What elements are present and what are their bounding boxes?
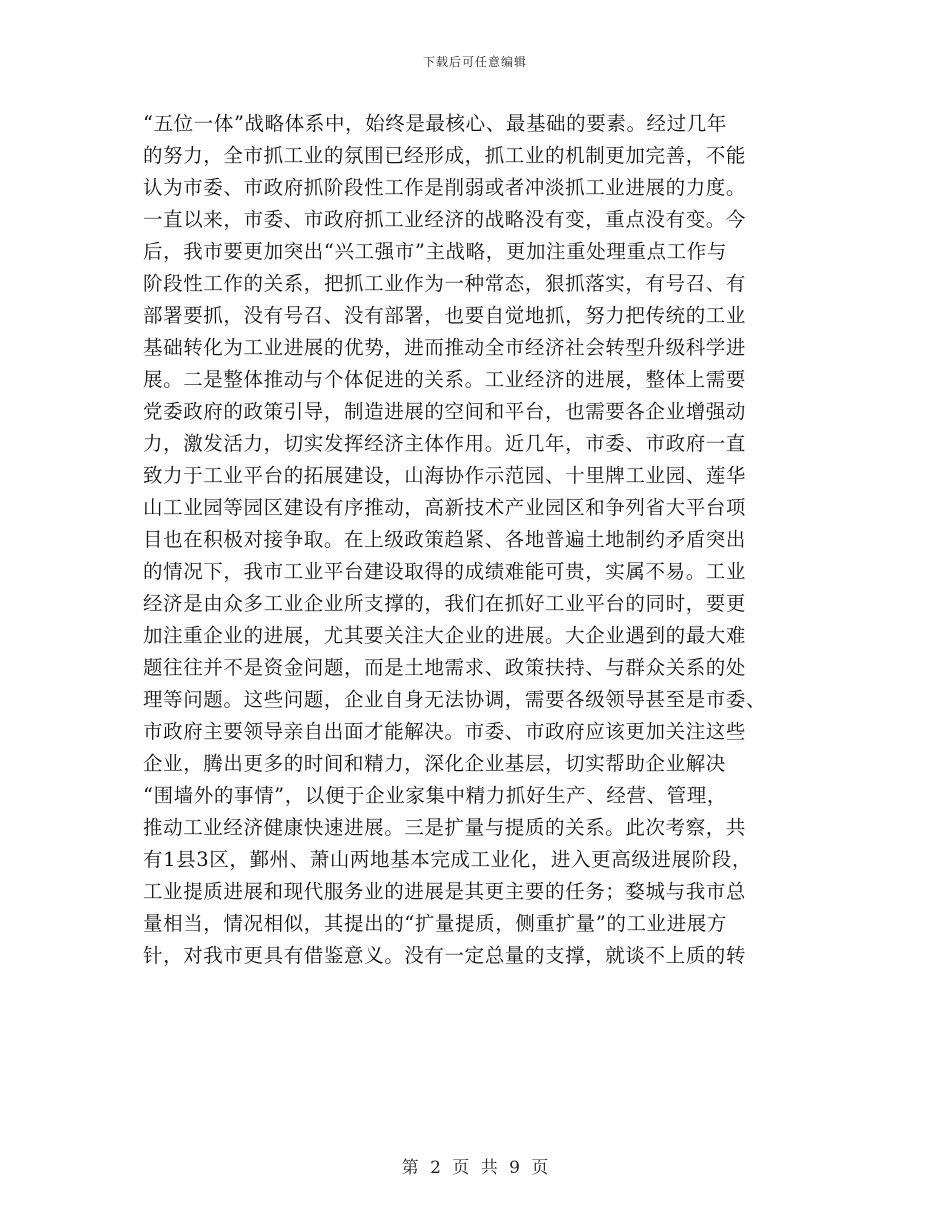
- text-line: 展。二是整体推动与个体促进的关系。工业经济的进展，整体上需要: [143, 368, 747, 391]
- text-line: 山工业园等园区建设有序推动，高新技术产业园区和争列省大平台项: [143, 496, 747, 519]
- text-line: 目也在积极对接争取。在上级政策趋紧、各地普遍土地制约矛盾突出: [143, 528, 747, 551]
- text-line: 党委政府的政策引导，制造进展的空间和平台，也需要各企业增强动: [143, 400, 747, 423]
- text-line: 企业，腾出更多的时间和精力，深化企业基层，切实帮助企业解决: [143, 752, 726, 775]
- text-line: “围墙外的事情”，以便于企业家集中精力抓好生产、经营、管理，: [143, 784, 727, 807]
- document-body: [143, 108, 805, 972]
- text-line: 阶段性工作的关系，把抓工业作为一种常态，狠抓落实，有号召、有: [143, 272, 747, 295]
- text-line: 一直以来，市委、市政府抓工业经济的战略没有变，重点没有变。今: [143, 208, 747, 231]
- text-line: 加注重企业的进展，尤其要关注大企业的进展。大企业遇到的最大难: [143, 624, 747, 647]
- text-line: 后，我市要更加突出“兴工强市”主战略，更加注重处理重点工作与: [143, 240, 727, 263]
- text-line: 的情况下，我市工业平台建设取得的成绩难能可贵，实属不易。工业: [143, 560, 747, 583]
- text-line: 部署要抓，没有号召、没有部署，也要自觉地抓，努力把传统的工业: [143, 304, 747, 327]
- text-line: 针，对我市更具有借鉴意义。没有一定总量的支撑，就谈不上质的转: [143, 944, 747, 967]
- text-line: 认为市委、市政府抓阶段性工作是削弱或者冲淡抓工业进展的力度。: [143, 176, 747, 199]
- text-line: 题往往并不是资金问题，而是土地需求、政策扶持、与群众关系的处: [143, 656, 747, 679]
- text-line: 理等问题。这些问题，企业自身无法协调，需要各级领导甚至是市委、: [143, 688, 767, 711]
- text-line: 基础转化为工业进展的优势，进而推动全市经济社会转型升级科学进: [143, 336, 747, 359]
- text-line: 有1县3区，鄞州、萧山两地基本完成工业化，进入更高级进展阶段，: [143, 848, 752, 871]
- text-line: 经济是由众多工业企业所支撑的，我们在抓好工业平台的同时，要更: [143, 592, 747, 615]
- text-line: 工业提质进展和现代服务业的进展是其更主要的任务；婺城与我市总: [143, 880, 747, 903]
- text-line: 的努力，全市抓工业的氛围已经形成，抓工业的机制更加完善，不能: [143, 144, 747, 167]
- text-line: 力，激发活力，切实发挥经济主体作用。近几年，市委、市政府一直: [143, 432, 747, 455]
- text-line: 致力于工业平台的拓展建设，山海协作示范园、十里牌工业园、莲华: [143, 464, 747, 487]
- text-line: 市政府主要领导亲自出面才能解决。市委、市政府应该更加关注这些: [143, 720, 747, 743]
- text-line: 量相当，情况相似，其提出的“扩量提质，侧重扩量”的工业进展方: [143, 912, 727, 935]
- text-line: “五位一体”战略体系中，始终是最核心、最基础的要素。经过几年: [143, 112, 727, 135]
- page-header: 下载后可任意编辑: [422, 55, 527, 69]
- page-number: 第 2 页 共 9 页: [401, 1158, 549, 1178]
- text-line: 推动工业经济健康快速进展。三是扩量与提质的关系。此次考察，共: [143, 816, 747, 839]
